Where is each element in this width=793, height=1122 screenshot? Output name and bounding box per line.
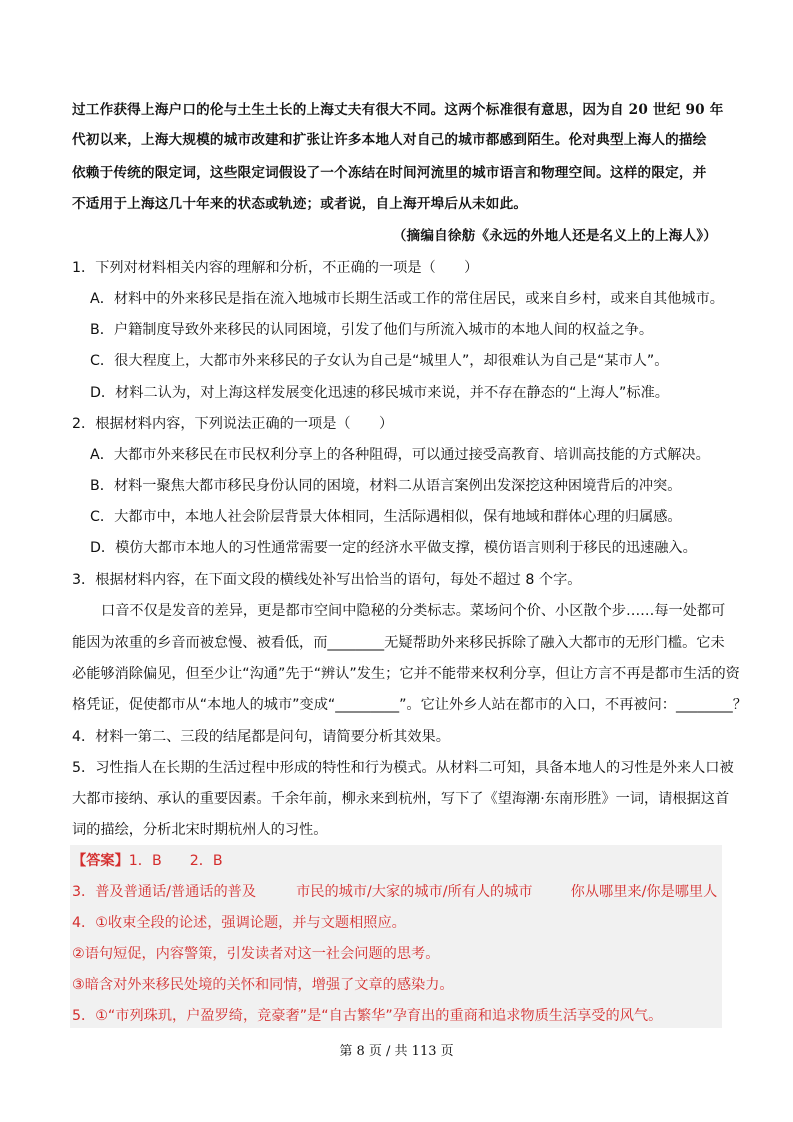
- question-2-option-b: B．材料一聚焦大都市移民身份认同的困境，材料二从语言案例出发深挖这种困境背后的冲突。: [90, 478, 682, 494]
- answer-3-item-3: 你从哪里来/你是哪里人: [570, 884, 718, 900]
- question-2-option-a: A．大都市外来移民在市民权利分享上的各种阻碍，可以通过接受高教育、培训高技能的方式解决。: [90, 447, 710, 463]
- answer-label: 【答案】: [72, 853, 129, 869]
- passage-line-4: 不适用于上海这几十年来的状态或轨迹；或者说，自上海开埠后从未如此。: [72, 196, 528, 212]
- question-1-stem: 1．下列对材料相关内容的理解和分析，不正确的一项是（ ）: [72, 260, 479, 276]
- answer-2: 2．B: [189, 853, 223, 869]
- question-5-line-3: 词的描绘，分析北宋时期杭州人的习性。: [72, 822, 328, 838]
- question-3-paragraph-line-3: 必能够消除偏见，但至少让“沟通”先于“辨认”发生；它并不能带来权利分享，但让方言不再是都市生活的资: [72, 666, 740, 682]
- answer-3-item-2: 市民的城市/大家的城市/所有人的城市: [296, 884, 533, 900]
- answer-1: 1．B: [128, 853, 162, 869]
- question-3-stem: 3．根据材料内容，在下面文段的横线处补写出恰当的语句，每处不超过 8 个字。: [72, 572, 582, 588]
- answer-line-1: [72, 851, 223, 871]
- answer-3-number: 3．: [72, 884, 96, 900]
- answer-3-item-1: 普及普通话/普通话的普及: [95, 884, 257, 900]
- page-number: 第 8 页 / 共 113 页: [339, 1044, 454, 1059]
- passage-line-2: 代初以来，上海大规模的城市改建和扩张让许多本地人对自己的城市都感到陌生。伦对典型上海人的描绘: [72, 132, 707, 148]
- question-1-option-a: A．材料中的外来移民是指在流入地城市长期生活或工作的常住居民，或来自乡村，或来自其他城市。: [90, 291, 724, 307]
- passage-source: （摘编自徐舫《永远的外地人还是名义上的上海人》）: [392, 228, 717, 244]
- question-5-line-1: 5．习性指人在长期的生活过程中形成的特性和行为模式。从材料二可知，具备本地人的习性是外来人口被: [72, 760, 734, 776]
- answer-block: [70, 845, 722, 1028]
- answer-3-line: [72, 882, 717, 902]
- question-1-option-d: D．材料二认为，对上海这样发展变化迅速的移民城市来说，并不存在静态的“上海人”标准。: [90, 385, 669, 401]
- passage-line-1: 过工作获得上海户口的伦与土生土长的上海丈夫有很大不同。这两个标准很有意思，因为自 20 世纪 90 年: [72, 102, 724, 118]
- question-1-option-b: B．户籍制度导致外来移民的认同困境，引发了他们与所流入城市的本地人间的权益之争。: [90, 322, 654, 338]
- question-3-paragraph-line-1: 口音不仅是发音的差异，更是都市空间中隐秘的分类标志。菜场问个价、小区散个步……每一处都可: [101, 603, 726, 619]
- answer-4-line-3: ③暗含对外来移民处境的关怀和同情，增强了文章的感染力。: [72, 977, 454, 993]
- question-2-option-d: D．模仿大都市本地人的习性通常需要一定的经济水平做支撑，模仿语言则利于移民的迅速融入。: [90, 540, 697, 556]
- answer-4-line-1: 4．①收束全段的论述，强调论题，并与文题相照应。: [72, 915, 406, 931]
- question-2-option-c: C．大都市中，本地人社会阶层背景大体相同，生活际遇相似，保有地域和群体心理的归属感。: [90, 509, 682, 525]
- answer-5-line-1: 5．①“市列珠玑，户盈罗绮，竞豪奢”是“自古繁华”孕育出的重商和追求物质生活享受的风气。: [72, 1008, 663, 1024]
- question-5-line-2: 大都市接纳、承认的重要因素。千余年前，柳永来到杭州，写下了《望海潮·东南形胜》一词，请根据这首: [72, 791, 730, 807]
- page-footer: [0, 1040, 793, 1059]
- question-4-stem: 4．材料一第二、三段的结尾都是问句，请简要分析其效果。: [72, 729, 450, 745]
- question-3-paragraph-line-2: 能因为浓重的乡音而被怠慢、被看低，而________无疑帮助外来移民拆除了融入大都市的无形门槛。它未: [72, 635, 725, 651]
- answer-4-line-2: ②语句短促，内容警策，引发读者对这一社会问题的思考。: [72, 946, 440, 962]
- question-3-paragraph-line-4: 格凭证，促使都市从“本地人的城市”变成“_________”。它让外乡人站在都市的入口，不再被问：________？: [72, 697, 747, 713]
- question-2-stem: 2．根据材料内容，下列说法正确的一项是（ ）: [72, 416, 394, 432]
- passage-line-3: 依赖于传统的限定词，这些限定词假设了一个冻结在时间河流里的城市语言和物理空间。这样的限定，并: [72, 165, 707, 181]
- question-1-option-c: C．很大程度上，大都市外来移民的子女认为自己是“城里人”，却很难认为自己是“某市人”。: [90, 353, 669, 369]
